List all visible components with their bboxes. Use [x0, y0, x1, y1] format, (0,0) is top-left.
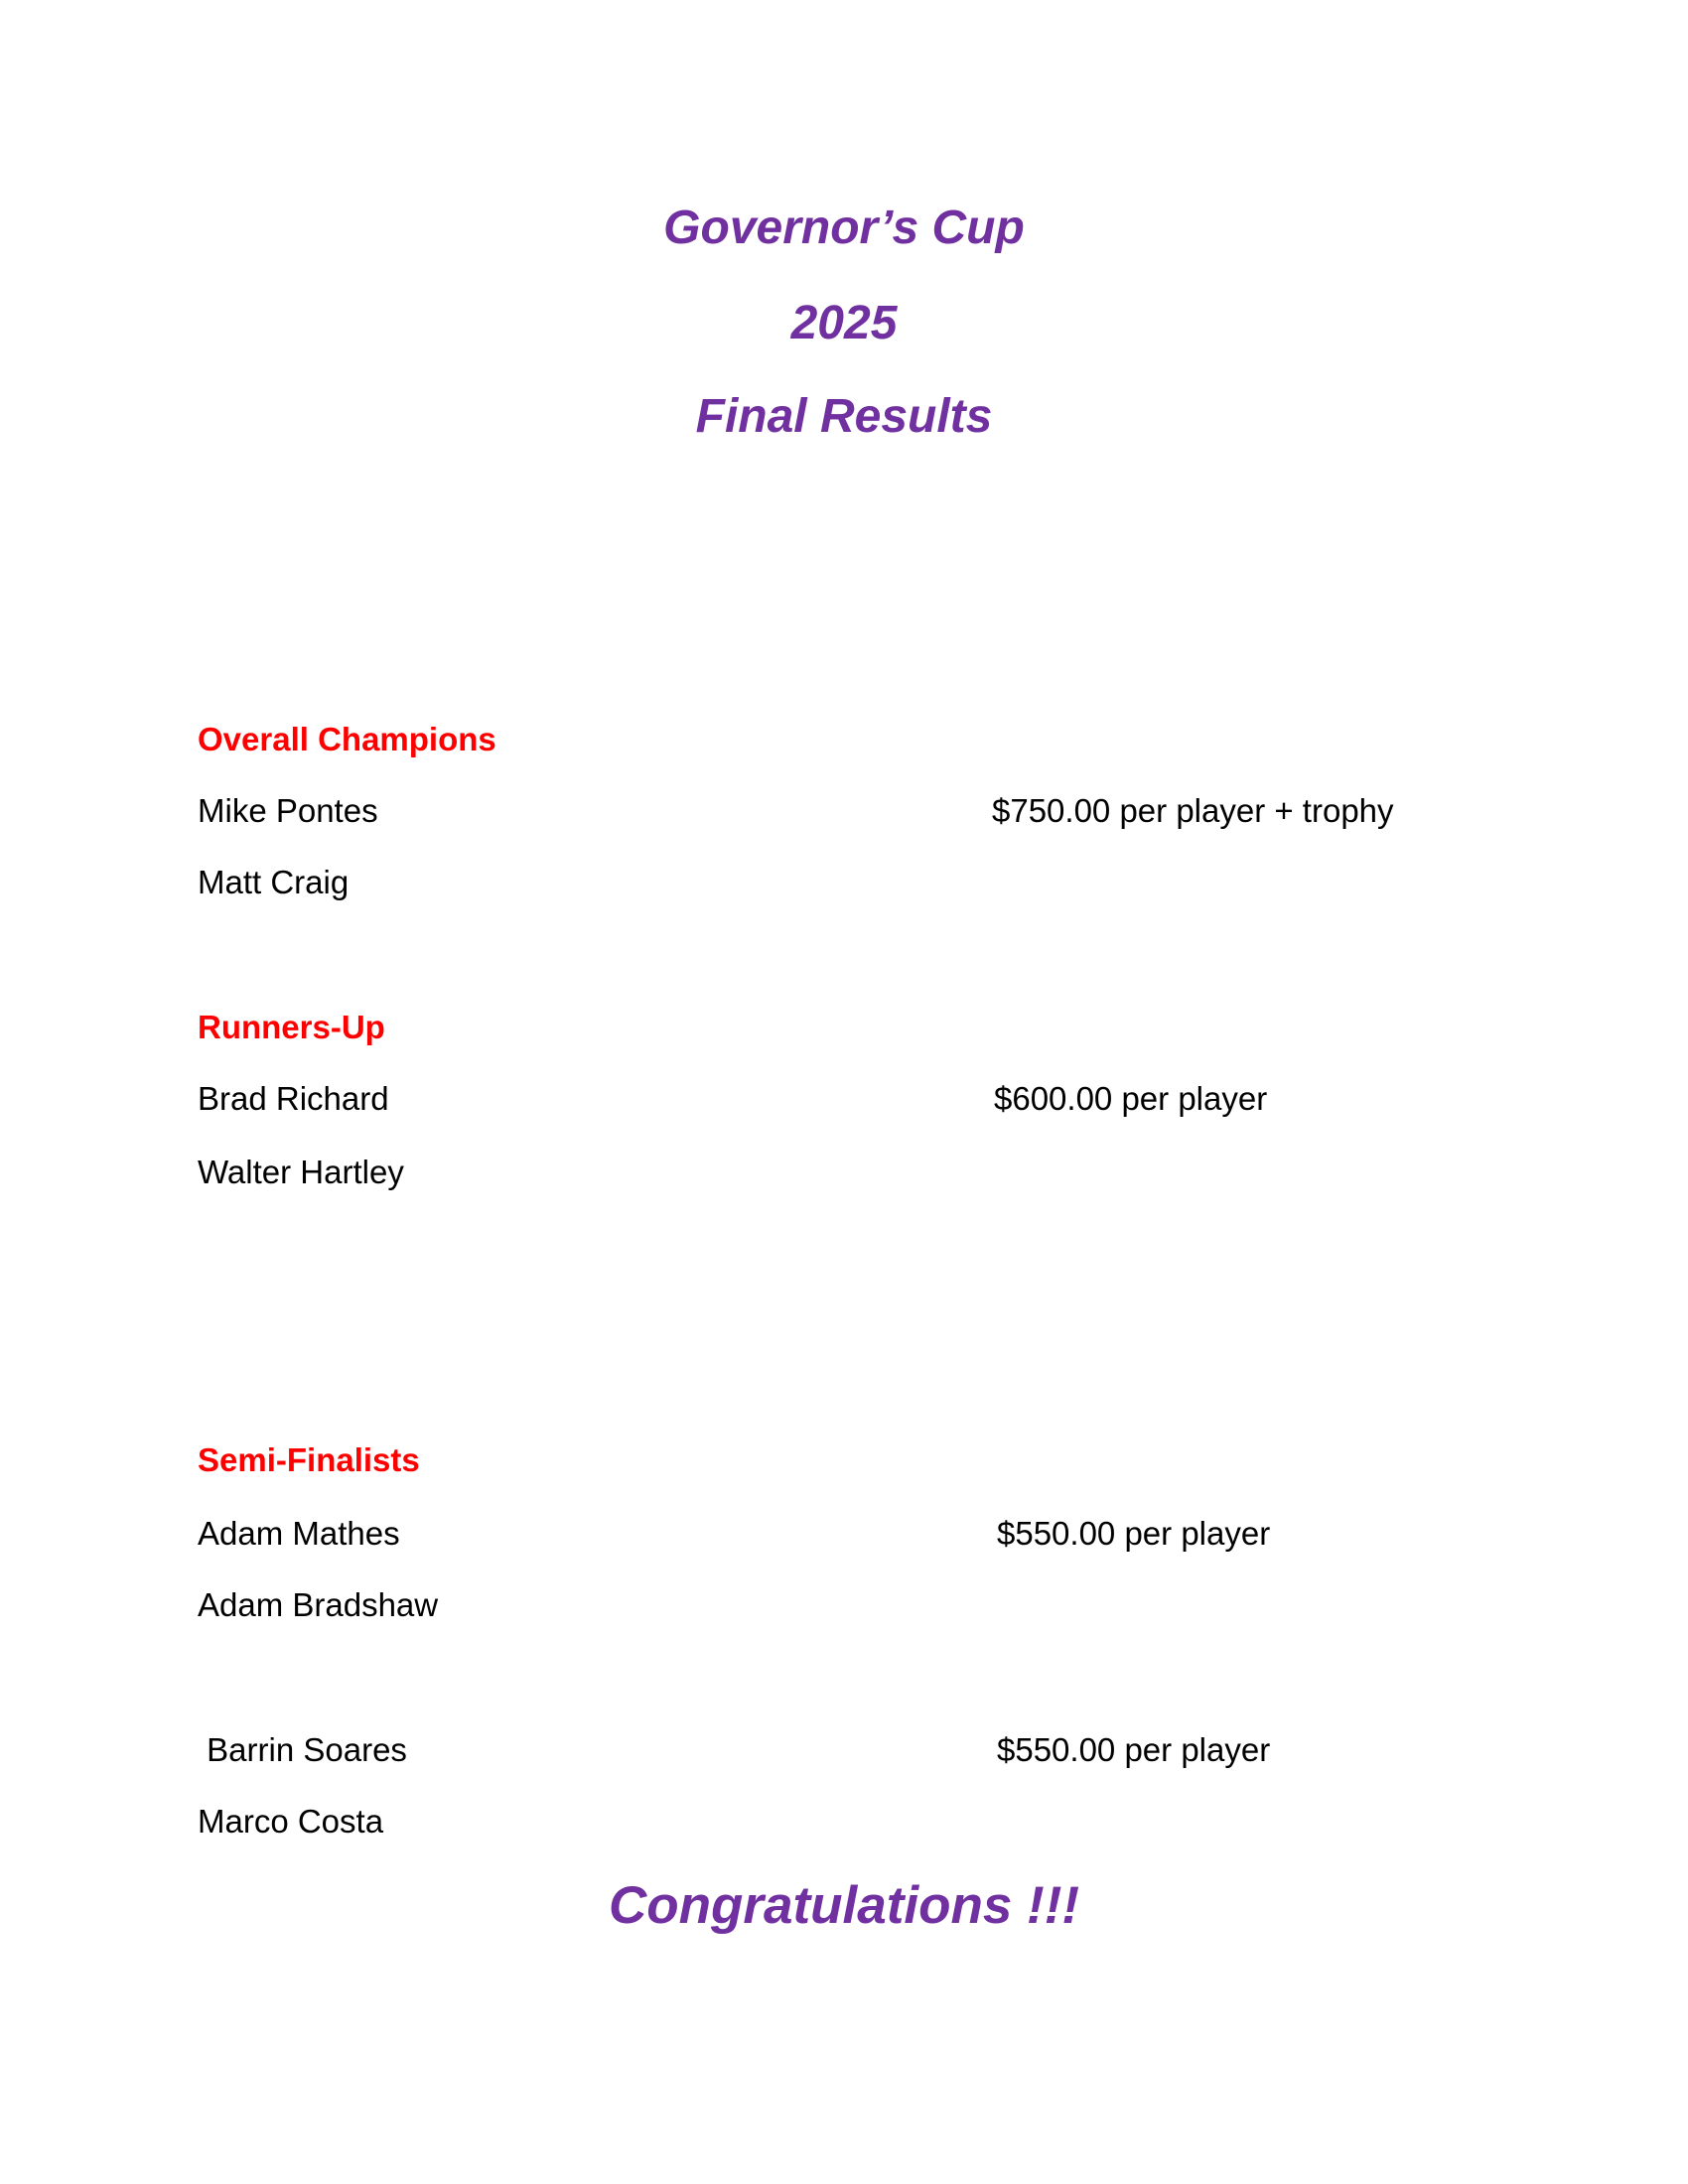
- section-heading-runners-up: Runners-Up: [198, 1009, 385, 1045]
- congratulations-message: Congratulations !!!: [609, 1876, 1079, 1935]
- player-name: Adam Mathes: [198, 1515, 400, 1552]
- player-name: Marco Costa: [198, 1803, 384, 1840]
- document-year: 2025: [790, 297, 898, 349]
- prize-amount: $550.00 per player: [997, 1731, 1271, 1768]
- section-heading-semi-finalists: Semi-Finalists: [198, 1441, 420, 1478]
- prize-amount: $550.00 per player: [997, 1515, 1271, 1552]
- section-heading-champions: Overall Champions: [198, 721, 496, 757]
- player-name: Adam Bradshaw: [198, 1586, 439, 1623]
- player-name: Matt Craig: [198, 864, 350, 900]
- player-name: Mike Pontes: [198, 792, 378, 829]
- document-title: Governor’s Cup: [663, 202, 1025, 254]
- player-name: Walter Hartley: [198, 1154, 404, 1190]
- prize-amount: $750.00 per player + trophy: [992, 792, 1394, 829]
- player-name: Brad Richard: [198, 1080, 389, 1117]
- player-name: Barrin Soares: [198, 1731, 407, 1768]
- prize-amount: $600.00 per player: [994, 1080, 1268, 1117]
- document-subtitle: Final Results: [695, 390, 993, 443]
